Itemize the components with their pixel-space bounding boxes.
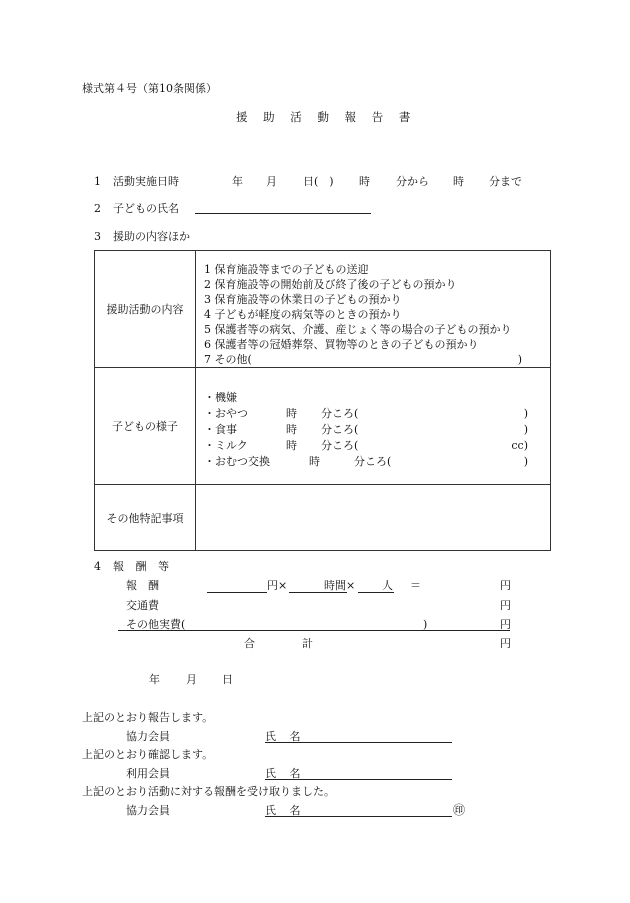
- day-label: 日( ): [303, 175, 334, 188]
- list-item[interactable]: 2 保育施設等の開始前及び終了後の子どもの預かり: [204, 278, 457, 291]
- user-member-label: 利用会員: [126, 767, 170, 780]
- support-content-cell: [196, 251, 551, 368]
- milk-item[interactable]: [204, 438, 550, 454]
- child-condition-label: 子どもの様子: [95, 368, 196, 485]
- activity-datetime-label: 活動実施日時: [113, 175, 179, 188]
- user-name-field[interactable]: [265, 779, 452, 780]
- list-item[interactable]: [204, 352, 550, 367]
- mood-label: ・機嫌: [204, 391, 237, 404]
- confirm-statement: 上記のとおり確認します。: [82, 748, 214, 761]
- child-name-label: 子どもの氏名: [113, 202, 179, 215]
- hour-label: 時: [286, 407, 297, 420]
- hour-label: 時: [286, 423, 297, 436]
- transport-label: 交通費: [126, 599, 159, 612]
- year-label: 年: [149, 673, 160, 686]
- helper-member-label: 協力会員: [126, 804, 170, 817]
- seal-mark: ㊞: [453, 803, 466, 817]
- hour-label: 時: [309, 455, 320, 468]
- name-label: 氏 名: [265, 804, 306, 817]
- equals-sign: ＝: [410, 579, 421, 592]
- child-condition-cell: [196, 368, 551, 485]
- page-title: 援 助 活 動 報 告 書: [236, 110, 417, 124]
- minute-label: 分ころ(: [321, 439, 359, 452]
- hour-label: 時: [359, 175, 370, 188]
- list-item[interactable]: 4 子どもが軽度の病気等のときの預かり: [204, 308, 402, 321]
- other-notes-label: その他特記事項: [95, 485, 196, 551]
- section-number: 4: [94, 560, 101, 573]
- form-number: 様式第４号（第10条関係）: [82, 82, 217, 95]
- helper-member-label: 協力会員: [126, 730, 170, 743]
- section-number: 2: [94, 202, 101, 215]
- minute-to-label: 分まで: [489, 175, 522, 188]
- name-label: 氏 名: [265, 767, 306, 780]
- hours-times-label: 時間×: [324, 579, 356, 592]
- other-option-close: ): [517, 353, 522, 366]
- day-label: 日: [222, 673, 233, 686]
- table-row: [95, 251, 551, 368]
- snack-item[interactable]: [204, 406, 550, 422]
- hour-label: 時: [453, 175, 464, 188]
- helper-name-field[interactable]: [265, 742, 452, 743]
- year-label: 年: [232, 175, 243, 188]
- receipt-name-field[interactable]: [265, 816, 452, 817]
- diaper-label: ・おむつ交換: [204, 455, 270, 468]
- fee-label: 報 酬: [126, 579, 159, 592]
- persons-label: 人: [382, 579, 393, 592]
- total-label: 合: [244, 637, 255, 650]
- cc-close-paren: cc): [511, 439, 528, 452]
- section-number: 1: [94, 175, 101, 188]
- month-label: 月: [186, 673, 197, 686]
- hours-field[interactable]: [289, 592, 347, 593]
- close-paren: ): [523, 455, 528, 468]
- minute-label: 分ころ(: [321, 407, 359, 420]
- support-content-heading: 援助の内容ほか: [113, 230, 190, 243]
- other-expenses-field[interactable]: [118, 630, 510, 631]
- other-option-label: 7 その他(: [204, 353, 252, 366]
- list-item[interactable]: 3 保育施設等の休業日の子どもの預かり: [204, 293, 402, 306]
- compensation-heading: 報 酬 等: [113, 560, 173, 573]
- close-paren: ): [523, 407, 528, 420]
- snack-label: ・おやつ: [204, 407, 248, 420]
- yen-label: 円: [500, 599, 511, 612]
- yen-label: 円: [500, 579, 511, 592]
- receipt-statement: 上記のとおり活動に対する報酬を受け取りました。: [82, 785, 335, 798]
- milk-label: ・ミルク: [204, 439, 248, 452]
- yen-label: 円: [500, 637, 511, 650]
- list-item[interactable]: 1 保育施設等までの子どもの送迎: [204, 263, 369, 276]
- minute-label: 分ころ(: [321, 423, 359, 436]
- support-details-table: [94, 250, 551, 551]
- other-expenses-label: その他実費(: [126, 618, 186, 631]
- hour-label: 時: [286, 439, 297, 452]
- minute-from-label: 分から: [396, 175, 429, 188]
- table-row: [95, 485, 551, 551]
- minute-label: 分ころ(: [354, 455, 392, 468]
- total-label: 計: [302, 637, 313, 650]
- persons-field[interactable]: [358, 592, 394, 593]
- yen-times-label: 円×: [267, 579, 288, 592]
- table-row: [95, 368, 551, 485]
- yen-label: 円: [500, 618, 511, 631]
- meal-item[interactable]: [204, 422, 550, 438]
- support-content-label: 援助活動の内容: [95, 251, 196, 368]
- list-item[interactable]: 5 保護者等の病気、介護、産じょく等の場合の子どもの預かり: [204, 323, 512, 336]
- close-paren: ): [523, 423, 528, 436]
- month-label: 月: [266, 175, 277, 188]
- report-statement: 上記のとおり報告します。: [82, 711, 214, 724]
- name-label: 氏 名: [265, 730, 306, 743]
- other-expenses-close: ): [423, 618, 428, 631]
- list-item[interactable]: 6 保護者等の冠婚葬祭、買物等のときの子どもの預かり: [204, 338, 479, 351]
- diaper-item[interactable]: [204, 454, 550, 470]
- child-name-field[interactable]: [195, 213, 371, 214]
- unit-price-field[interactable]: [207, 592, 267, 593]
- mood-item[interactable]: [204, 390, 550, 406]
- meal-label: ・食事: [204, 423, 237, 436]
- other-notes-field[interactable]: [196, 485, 551, 551]
- section-number: 3: [94, 230, 101, 243]
